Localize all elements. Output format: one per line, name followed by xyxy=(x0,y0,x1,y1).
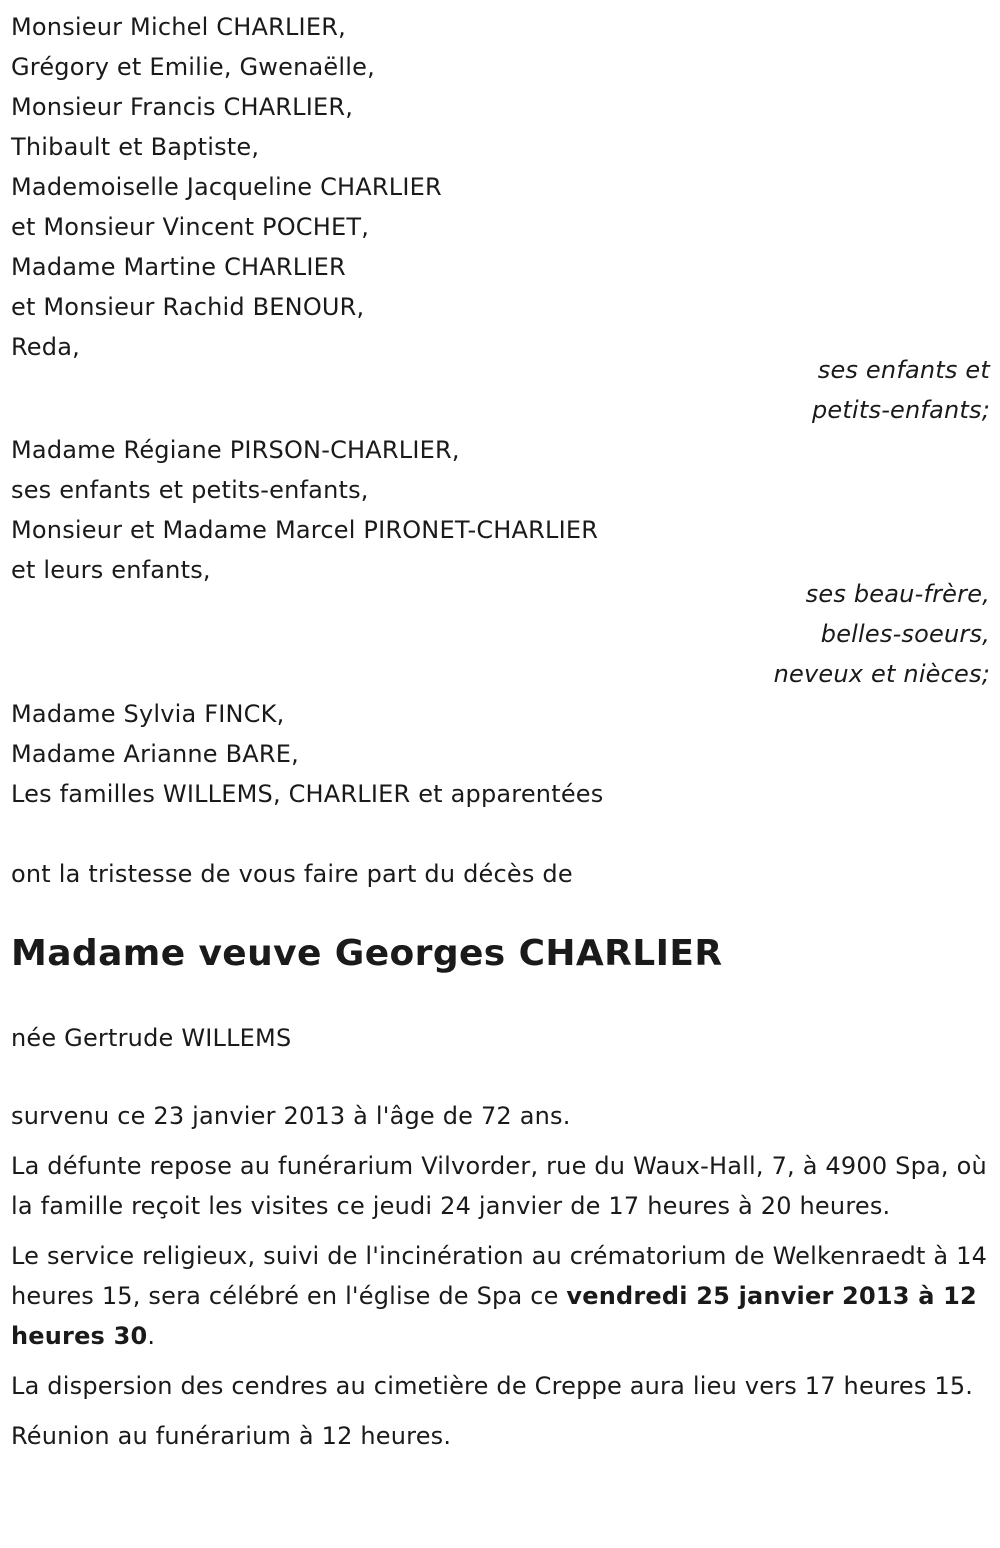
relation-children xyxy=(11,350,990,430)
relation-line: petits-enfants; xyxy=(812,396,990,424)
family-line: Madame Sylvia FINCK, xyxy=(11,700,285,728)
family-line: et leurs enfants, xyxy=(11,556,211,584)
family-group-children xyxy=(11,7,990,367)
relation-in-laws xyxy=(11,574,990,694)
rest-details: La défunte repose au funérarium Vilvorder, rue du Waux-Hall, 7, à 4900 Spa, où la famille reçoit les visites ce jeudi 24 janvier de 17 heures à 20 heures. xyxy=(11,1152,987,1220)
service-date: vendredi 25 janvier 2013 à 12 heures 30 xyxy=(11,1282,977,1350)
family-line: Grégory et Emilie, Gwenaëlle, xyxy=(11,53,375,81)
relation-line: neveux et nièces; xyxy=(773,660,990,688)
service-details xyxy=(11,1236,990,1356)
family-line: Reda, xyxy=(11,333,80,361)
deceased-name-title: Madame veuve Georges CHARLIER xyxy=(11,933,723,974)
dispersion-details: La dispersion des cendres au cimetière de Creppe aura lieu vers 17 heures 15. xyxy=(11,1372,974,1400)
death-details: survenu ce 23 janvier 2013 à l'âge de 72 ans. xyxy=(11,1102,571,1130)
family-line: Madame Arianne BARE, xyxy=(11,740,299,768)
family-line: Monsieur Michel CHARLIER, xyxy=(11,13,346,41)
family-line: Monsieur et Madame Marcel PIRONET-CHARLIER xyxy=(11,516,599,544)
reunion-details: Réunion au funérarium à 12 heures. xyxy=(11,1422,452,1450)
birth-name: née Gertrude WILLEMS xyxy=(11,1024,292,1052)
family-line: Monsieur Francis CHARLIER, xyxy=(11,93,354,121)
announcement-text: ont la tristesse de vous faire part du décès de xyxy=(11,860,573,888)
family-line: Thibault et Baptiste, xyxy=(11,133,260,161)
family-line: Madame Martine CHARLIER xyxy=(11,253,346,281)
family-group-others xyxy=(11,694,990,814)
family-line: ses enfants et petits-enfants, xyxy=(11,476,369,504)
relation-line: ses enfants et xyxy=(817,356,990,384)
family-line: et Monsieur Rachid BENOUR, xyxy=(11,293,365,321)
relation-line: ses beau-frère, xyxy=(805,580,990,608)
family-line: Les familles WILLEMS, CHARLIER et apparentées xyxy=(11,780,604,808)
family-line: Madame Régiane PIRSON-CHARLIER, xyxy=(11,436,460,464)
family-line: Mademoiselle Jacqueline CHARLIER xyxy=(11,173,442,201)
service-suffix: . xyxy=(147,1322,156,1350)
service-prefix: Le service religieux, suivi de l'incinération au crématorium de Welkenraedt à 14 heures 15, sera célébré en l'église de Spa ce xyxy=(11,1242,988,1310)
family-line: et Monsieur Vincent POCHET, xyxy=(11,213,370,241)
family-group-in-laws xyxy=(11,430,990,590)
relation-line: belles-soeurs, xyxy=(820,620,990,648)
